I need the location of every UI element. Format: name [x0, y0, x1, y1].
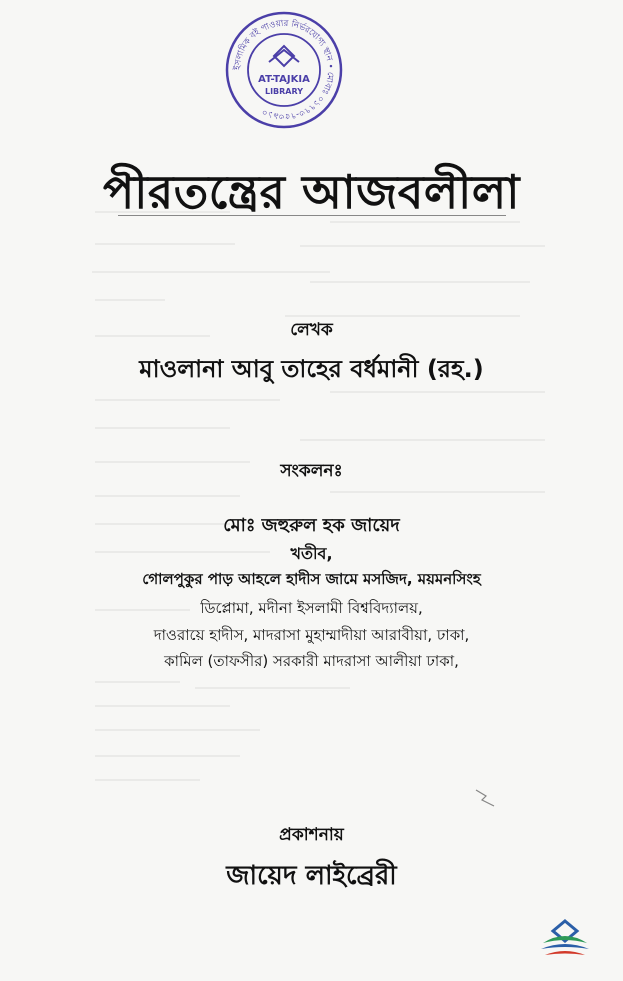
credential-line: কামিল (তাফসীর) সরকারী মাদরাসা আলীয়া ঢাকা, — [164, 652, 459, 670]
compiler-role: খতীব, — [290, 544, 333, 563]
library-stamp — [224, 10, 344, 130]
book-title: পীরতন্ত্রের আজবলীলা — [103, 165, 520, 219]
author-label: লেখক — [290, 320, 333, 340]
stamp-emblem-icon — [269, 46, 299, 66]
credential-line: ডিপ্লোমা, মদীনা ইসলামী বিশ্ববিদ্যালয়, — [200, 599, 423, 617]
credential-line: দাওরায়ে হাদীস, মাদরাসা মুহাম্মাদীয়া আরাবীয়া, ঢাকা, — [153, 626, 470, 644]
author-name: মাওলানা আবু তাহের বর্ধমানী (রহ.) — [139, 355, 484, 383]
publisher-name: জায়েদ লাইব্রেরী — [226, 861, 397, 891]
stamp-ring-text: ইসলামিক বই পাওয়ার নির্ভরযোগ্য স্থান • মোবাঃ ০১৭৭৩-৭৫৩৯১০ — [232, 18, 336, 122]
compilation-label: সংকলনঃ — [280, 461, 343, 481]
publication-label: প্রকাশনায় — [279, 825, 344, 845]
stamp-line1: AT-TAJKIA — [258, 74, 310, 85]
compiler-name: মোঃ জহুরুল হক জায়েদ — [223, 515, 400, 536]
credential-line: গোলপুকুর পাড় আহলে হাদীস জামে মসজিদ, ময়মনসিংহ — [142, 570, 481, 588]
publisher-logo-icon — [537, 917, 593, 963]
title-divider — [118, 215, 506, 216]
stamp-line2: LIBRARY — [264, 87, 304, 96]
